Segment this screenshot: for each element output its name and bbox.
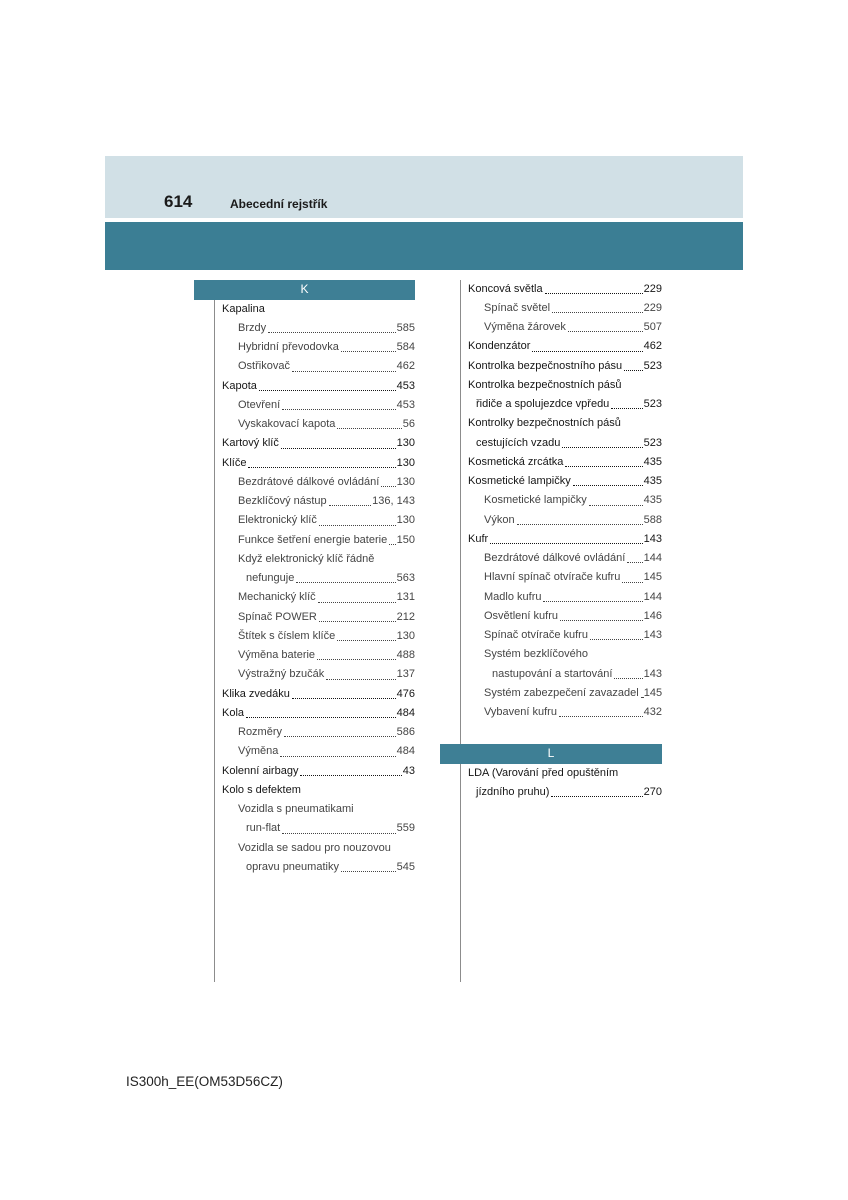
index-page-number: 453: [396, 379, 415, 392]
section-letter-bar: [440, 744, 662, 764]
dot-leader: [318, 602, 396, 603]
index-entry-line: [194, 742, 415, 761]
index-term: Systém zabezpečení zavazadel: [484, 686, 639, 699]
index-entry-line: [194, 415, 415, 434]
index-term: nefunguje: [246, 572, 295, 584]
dot-leader: [259, 390, 396, 391]
index-term: řidiče a spolujezdce vpředu: [476, 398, 610, 410]
index-term: Bezklíčový nástup: [238, 495, 327, 507]
index-term: Bezdrátové dálkové ovládání: [238, 475, 380, 488]
index-page-number: 586: [396, 726, 415, 738]
index-entry-line: [440, 357, 662, 376]
index-term: Kosmetické lampičky: [468, 475, 571, 487]
index-page-number: 585: [396, 321, 415, 334]
index-term: Když elektronický klíč řádně: [238, 552, 375, 565]
dot-leader: [589, 505, 643, 506]
index-page-number: 137: [396, 668, 415, 681]
index-term: Rozměry: [238, 726, 283, 738]
index-page-number: 143: [643, 667, 662, 680]
index-entry-line: [194, 454, 415, 473]
index-entry-line: [194, 608, 415, 627]
index-term: cestujících vzadu: [476, 436, 561, 449]
dot-leader: [532, 351, 642, 352]
dot-leader: [280, 756, 395, 757]
index-term: Ostřikovač: [238, 360, 290, 373]
index-term: Bezdrátové dálkové ovládání: [484, 552, 626, 564]
header-accent-band: [105, 222, 743, 270]
index-entry-line: [194, 550, 415, 569]
dot-leader: [560, 620, 643, 621]
index-page-number: 136, 143: [372, 495, 415, 507]
index-entry-line: [194, 357, 415, 376]
index-entry-line: [194, 338, 415, 357]
dot-leader: [565, 466, 642, 467]
index-term: Kontrolky bezpečnostních pásů: [468, 417, 621, 430]
dot-leader: [381, 486, 395, 487]
index-entry-line: [194, 588, 415, 607]
dot-leader: [611, 408, 642, 409]
dot-leader: [552, 312, 643, 313]
index-term: Spínač POWER: [238, 610, 317, 623]
index-entry-line: [194, 434, 415, 453]
index-entry-line: [440, 511, 662, 530]
index-term: run-flat: [246, 822, 281, 835]
dot-leader: [292, 698, 396, 699]
dot-leader: [282, 833, 395, 834]
dot-leader: [551, 796, 642, 797]
index-term: Elektronický klíč: [238, 514, 317, 527]
index-page-number: 130: [396, 629, 415, 642]
index-entry-line: [440, 764, 662, 783]
index-term: Kontrolka bezpečnostních pásů: [468, 378, 622, 391]
index-term: Mechanický klíč: [238, 591, 316, 604]
index-entry-line: [194, 319, 415, 338]
dot-leader: [545, 293, 643, 294]
index-entry-line: [440, 414, 662, 433]
dot-leader: [281, 448, 396, 449]
index-page-number: 453: [396, 398, 415, 411]
index-page-number: 131: [396, 591, 415, 604]
index-page-number: 143: [643, 629, 662, 641]
index-page-number: 229: [643, 282, 662, 295]
index-entry-line: [440, 665, 662, 684]
index-entry-line: [194, 685, 415, 704]
index-entry-line: [194, 839, 415, 858]
index-entry-line: [440, 588, 662, 607]
index-term: Kola: [222, 706, 245, 719]
dot-leader: [268, 332, 396, 333]
header-band: [105, 156, 743, 218]
index-section: [194, 280, 415, 877]
index-page-number: 144: [643, 590, 662, 603]
index-entry-line: [440, 491, 662, 510]
index-page-number: 563: [396, 572, 415, 584]
dot-leader: [319, 525, 396, 526]
dot-leader: [341, 871, 396, 872]
index-page-number: 559: [396, 822, 415, 835]
dot-leader: [590, 639, 643, 640]
index-column-left: [194, 280, 415, 877]
index-page-number: 56: [402, 418, 415, 430]
index-term: Výstražný bzučák: [238, 668, 325, 681]
dot-leader: [543, 601, 642, 602]
index-entry-list: [440, 280, 662, 723]
dot-leader: [319, 621, 396, 622]
index-term: Vybavení kufru: [484, 706, 557, 718]
index-term: Systém bezklíčového: [484, 648, 588, 661]
index-term: Osvětlení kufru: [484, 609, 558, 622]
index-page-number: 229: [643, 301, 662, 314]
index-page-number: 150: [396, 533, 415, 546]
index-page-number: 43: [402, 764, 415, 777]
index-entry-list: [440, 764, 662, 803]
dot-leader: [624, 370, 643, 371]
index-entry-line: [440, 395, 662, 414]
dot-leader: [246, 717, 396, 718]
index-term: Výměna baterie: [238, 649, 316, 661]
dot-leader: [622, 582, 642, 583]
dot-leader: [627, 562, 642, 563]
dot-leader: [296, 582, 395, 583]
index-page-number: 476: [396, 687, 415, 700]
index-entry-line: [440, 472, 662, 491]
dot-leader: [292, 371, 396, 372]
index-section: [440, 744, 662, 802]
index-term: Vozidla se sadou pro nouzovou: [238, 841, 391, 854]
index-page-number: 484: [396, 745, 415, 758]
index-page-number: 584: [396, 341, 415, 353]
index-page-number: 270: [643, 785, 662, 798]
index-entry-line: [440, 318, 662, 337]
index-entry-line: [194, 396, 415, 415]
index-entry-line: [194, 531, 415, 550]
index-page-number: 545: [396, 860, 415, 873]
index-term: Koncová světla: [468, 282, 543, 295]
dot-leader: [300, 775, 401, 776]
dot-leader: [573, 485, 643, 486]
index-term: Výměna žárovek: [484, 321, 566, 333]
index-term: Kontrolka bezpečnostního pásu: [468, 359, 623, 372]
index-entry-line: [440, 568, 662, 587]
index-term: Kosmetická zrcátka: [468, 455, 564, 468]
section-letter: K: [300, 282, 309, 296]
index-term: Spínač světel: [484, 301, 551, 314]
index-entry-line: [194, 858, 415, 877]
index-entry-line: [194, 300, 415, 319]
dot-leader: [326, 679, 395, 680]
dot-leader: [337, 640, 395, 641]
document-code: IS300h_EE(OM53D56CZ): [126, 1074, 283, 1089]
index-term: Kondenzátor: [468, 340, 531, 353]
page-number: 614: [164, 192, 193, 211]
index-entry-line: [440, 703, 662, 722]
index-page-number: 523: [643, 436, 662, 449]
index-entry-line: [194, 627, 415, 646]
index-term: opravu pneumatiky: [246, 860, 339, 873]
index-page-number: 130: [396, 456, 415, 469]
index-entry-line: [194, 511, 415, 530]
index-page-number: 432: [643, 706, 662, 718]
index-entry-line: [440, 337, 662, 356]
index-entry-line: [194, 819, 415, 838]
dot-leader: [317, 659, 396, 660]
dot-leader: [490, 543, 642, 544]
index-page-number: 488: [396, 649, 415, 661]
dot-leader: [559, 716, 643, 717]
index-entry-line: [194, 665, 415, 684]
index-page-number: 435: [643, 494, 662, 507]
index-entry-line: [440, 280, 662, 299]
index-page-number: 507: [643, 321, 662, 333]
index-term: LDA (Varování před opuštěním: [468, 766, 619, 779]
dot-leader: [389, 544, 395, 545]
index-entry-line: [194, 704, 415, 723]
index-term: Funkce šetření energie baterie: [238, 533, 388, 546]
index-page-number: 523: [643, 398, 662, 410]
index-entry-line: [440, 783, 662, 802]
index-page-number: 130: [396, 437, 415, 450]
index-page-number: 435: [643, 475, 662, 487]
index-entry-line: [440, 453, 662, 472]
index-term: Kapalina: [222, 302, 265, 315]
index-entry-line: [194, 762, 415, 781]
index-term: Otevření: [238, 398, 281, 411]
index-page-number: 462: [643, 340, 662, 353]
index-term: Kapota: [222, 379, 257, 392]
index-term: Vozidla s pneumatikami: [238, 803, 354, 815]
index-term: Kufr: [468, 532, 489, 545]
dot-leader: [568, 331, 643, 332]
index-entry-line: [194, 473, 415, 492]
dot-leader: [562, 447, 642, 448]
index-term: Madlo kufru: [484, 590, 542, 603]
index-term: Výkon: [484, 513, 515, 526]
index-entry-line: [194, 492, 415, 511]
dot-leader: [337, 428, 401, 429]
index-page-number: 484: [396, 706, 415, 719]
index-page-number: 462: [396, 360, 415, 373]
dot-leader: [641, 697, 643, 698]
index-section: [440, 280, 662, 723]
index-term: jízdního pruhu): [476, 785, 550, 798]
index-entry-line: [194, 646, 415, 665]
index-term: nastupování a startování: [492, 667, 613, 680]
index-page-number: 435: [643, 455, 662, 468]
index-entry-line: [440, 530, 662, 549]
index-page-number: 588: [643, 513, 662, 526]
index-term: Kolo s defektem: [222, 783, 301, 796]
section-letter-bar: [194, 280, 415, 300]
index-page-number: 145: [643, 571, 662, 584]
index-entry-line: [440, 549, 662, 568]
index-term: Kartový klíč: [222, 437, 279, 450]
index-term: Kosmetické lampičky: [484, 494, 587, 507]
index-term: Hlavní spínač otvírače kufru: [484, 571, 621, 584]
index-entry-line: [440, 645, 662, 664]
index-entry-list: [194, 300, 415, 878]
index-entry-line: [194, 800, 415, 819]
index-page-number: 144: [643, 552, 662, 564]
index-entry-line: [440, 299, 662, 318]
index-page-number: 143: [643, 532, 662, 545]
index-entry-line: [440, 626, 662, 645]
dot-leader: [284, 736, 396, 737]
index-page-number: 146: [643, 609, 662, 622]
index-page-number: 212: [396, 610, 415, 623]
index-term: Klíče: [222, 456, 247, 469]
index-term: Brzdy: [238, 321, 267, 334]
index-entry-line: [194, 781, 415, 800]
dot-leader: [341, 351, 396, 352]
dot-leader: [248, 467, 395, 468]
index-page-number: 130: [396, 475, 415, 488]
index-entry-line: [440, 684, 662, 703]
index-page-number: 523: [643, 359, 662, 372]
index-term: Spínač otvírače kufru: [484, 629, 588, 641]
dot-leader: [517, 524, 643, 525]
section-letter: L: [547, 746, 555, 760]
index-entry-line: [194, 569, 415, 588]
index-page-number: 130: [396, 514, 415, 527]
index-term: Výměna: [238, 745, 279, 758]
index-entry-line: [440, 434, 662, 453]
index-entry-line: [440, 607, 662, 626]
index-term: Hybridní převodovka: [238, 341, 339, 353]
dot-leader: [329, 505, 372, 506]
index-term: Kolenní airbagy: [222, 764, 299, 777]
index-entry-line: [194, 377, 415, 396]
index-column-right: [440, 280, 662, 803]
index-entry-line: [194, 723, 415, 742]
dot-leader: [282, 409, 395, 410]
page-title: Abecední rejstřík: [230, 197, 328, 211]
index-entry-line: [440, 376, 662, 395]
index-page-number: 145: [643, 686, 663, 699]
index-term: Vyskakovací kapota: [238, 418, 336, 430]
index-term: Klika zvedáku: [222, 687, 290, 700]
dot-leader: [614, 678, 642, 679]
index-term: Štítek s číslem klíče: [238, 629, 336, 642]
